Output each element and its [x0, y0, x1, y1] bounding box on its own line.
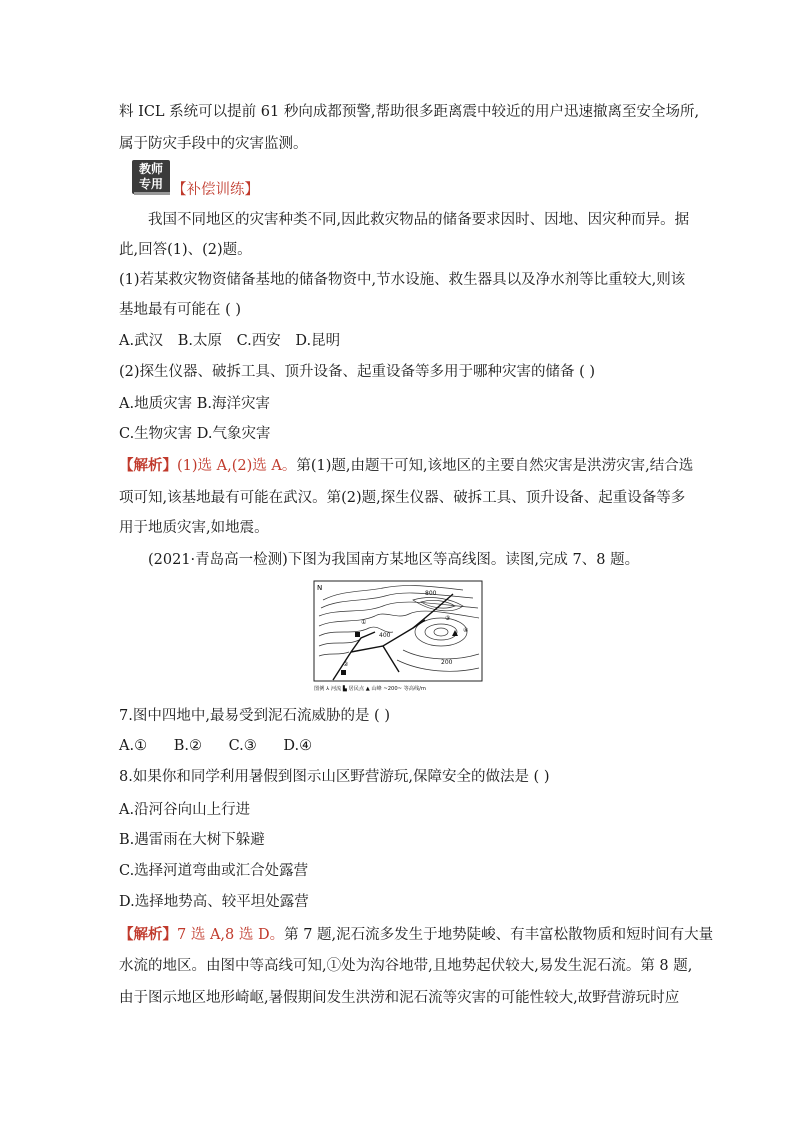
map-legend: 图例 ⅄ 河流 ▙ 居民点 ▲ 山峰 ~200~ 等高线/m — [314, 686, 426, 692]
site-marker-2: ② — [343, 661, 349, 668]
option: D.④ — [283, 738, 313, 754]
option: D.昆明 — [295, 333, 341, 349]
text-line: 属于防灾手段中的灾害监测。 — [119, 136, 308, 152]
question-8-option: C.选择河道弯曲或汇合处露营 — [119, 863, 309, 879]
site-marker-4: ④ — [463, 627, 469, 634]
question-8-option: D.选择地势高、较平坦处露营 — [119, 894, 309, 910]
intro-line: 我国不同地区的灾害种类不同,因此救灾物品的储备要求因时、因地、因灾种而异。据 — [148, 212, 690, 228]
question-2: (2)探生仪器、破拆工具、顶升设备、起重设备等多用于哪种灾害的储备 ( ) — [119, 364, 596, 380]
question-1-options — [119, 331, 350, 351]
analysis-1-cont: 项可知,该基地最有可能在武汉。第(2)题,探生仪器、破拆工具、顶升设备、起重设备等多 — [119, 490, 686, 506]
option: C.西安 — [236, 333, 281, 349]
option: B.② — [173, 738, 202, 754]
analysis-2: 【解析】7 选 A,8 选 D。第 7 题,泥石流多发生于地势陡峻、有丰富松散物质和短时间有大量 — [119, 926, 714, 943]
question-7: 7.图中四地中,最易受到泥石流威胁的是 ( ) — [119, 708, 390, 724]
option: B.太原 — [177, 333, 222, 349]
contour-map — [313, 580, 483, 692]
source-line: (2021·青岛高一检测)下图为我国南方某地区等高线图。读图,完成 7、8 题。 — [148, 552, 640, 568]
contour-label-800: 800 — [425, 590, 437, 597]
question-7-options — [119, 736, 322, 756]
intro-line: 此,回答(1)、(2)题。 — [119, 242, 252, 258]
text-line: 料 ICL 系统可以提前 61 秒向成都预警,帮助很多距离震中较近的用户迅速撤离至安全场所, — [119, 104, 700, 120]
north-arrow: N — [317, 584, 323, 592]
analysis-1: 【解析】(1)选 A,(2)选 A。第(1)题,由题干可知,该地区的主要自然灾害是洪涝灾害,结合选 — [119, 457, 694, 474]
supplement-title: 【补偿训练】 — [172, 182, 259, 198]
analysis-1-cont: 用于地质灾害,如地震。 — [119, 520, 269, 536]
contour-label-200: 200 — [441, 659, 453, 666]
analysis-label: 【解析】 — [119, 926, 177, 943]
badge-shadow — [134, 192, 170, 195]
option: A.① — [119, 738, 148, 754]
analysis-answer: (1)选 A,(2)选 A。 — [177, 458, 297, 474]
question-1: (1)若某救灾物资储备基地的储备物资中,节水设施、救生器具以及净水剂等比重较大,则该 — [119, 272, 686, 288]
option: C.③ — [228, 738, 257, 754]
question-8-option: B.遇雷雨在大树下躲避 — [119, 832, 265, 848]
teacher-badge: 教师 专用 — [132, 160, 170, 194]
analysis-answer: 7 选 A,8 选 D。 — [177, 927, 285, 943]
option: A.武汉 — [119, 333, 164, 349]
question-2-options: A.地质灾害 B.海洋灾害 — [119, 396, 270, 412]
site-marker-3: ③ — [445, 615, 451, 622]
contour-label-400: 400 — [379, 632, 391, 639]
question-1-cont: 基地最有可能在 ( ) — [119, 302, 242, 318]
analysis-2-cont: 由于图示地区地形崎岖,暑假期间发生洪涝和泥石流等灾害的可能性较大,故野营游玩时应 — [119, 990, 680, 1006]
question-8: 8.如果你和同学利用暑假到图示山区野营游玩,保障安全的做法是 ( ) — [119, 769, 550, 785]
site-marker-1: ① — [361, 619, 367, 626]
question-8-option: A.沿河谷向山上行进 — [119, 802, 251, 818]
question-2-options: C.生物灾害 D.气象灾害 — [119, 426, 271, 442]
analysis-2-cont: 水流的地区。由图中等高线可知,①处为沟谷地带,且地势起伏较大,易发生泥石流。第 8 题, — [119, 958, 693, 974]
analysis-label: 【解析】 — [119, 457, 177, 474]
